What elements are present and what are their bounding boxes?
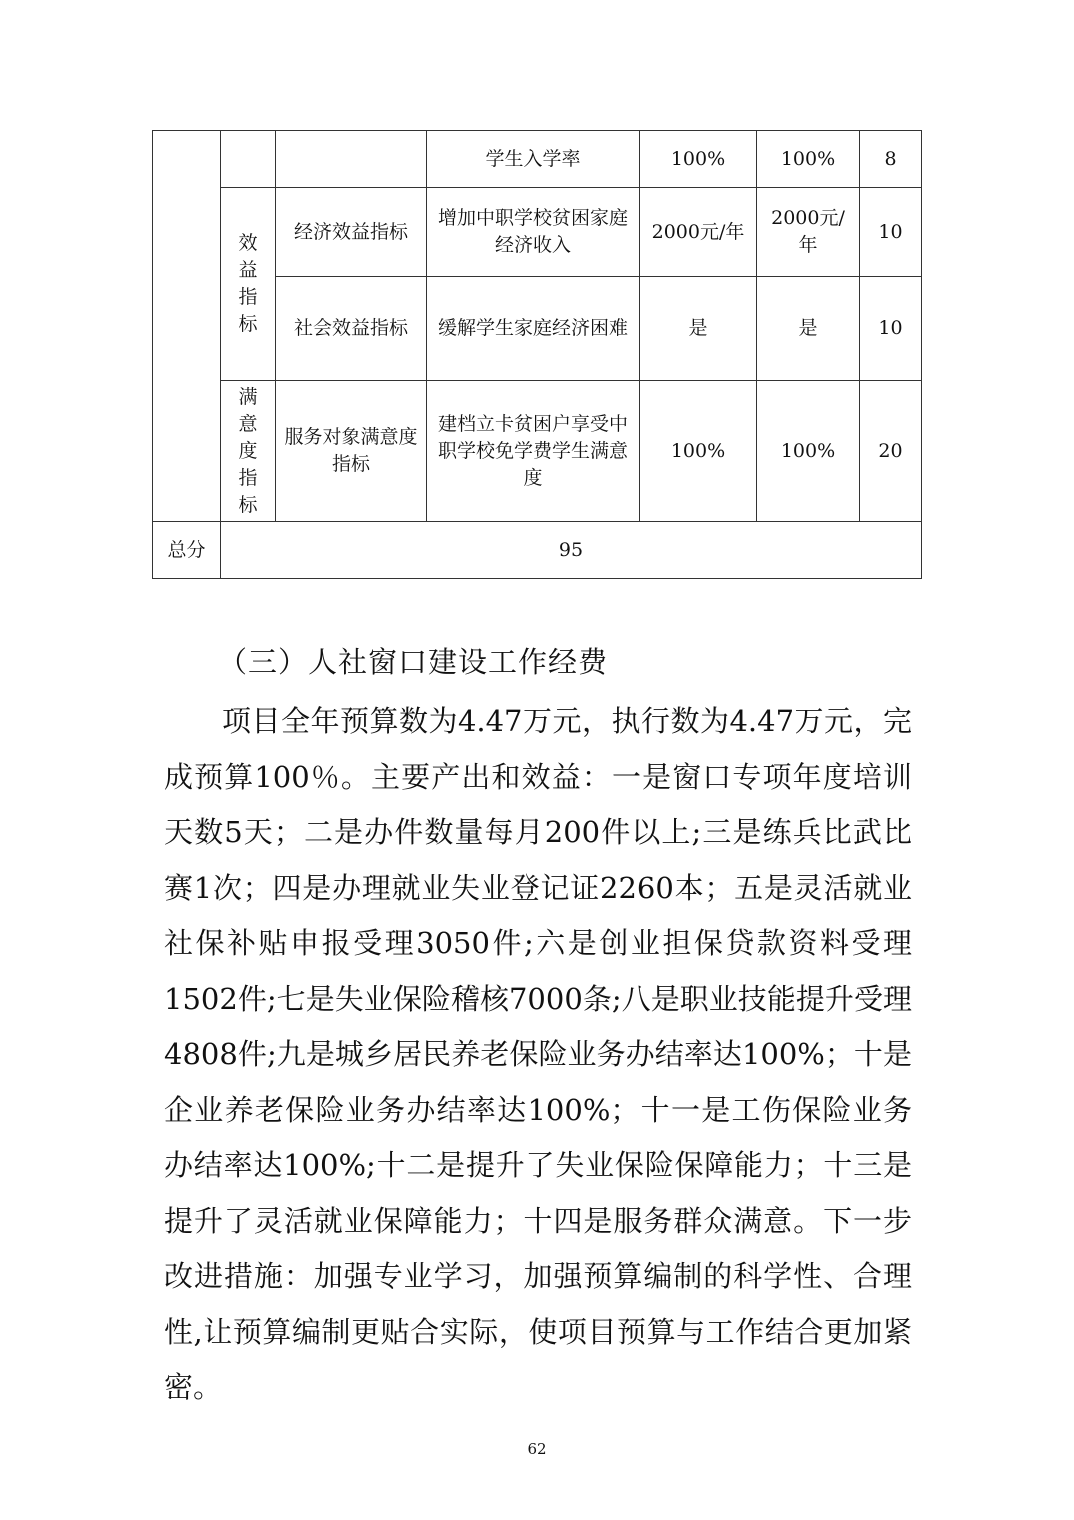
sub-category-cell: 服务对象满意度指标: [276, 381, 427, 522]
sub-category-cell: 经济效益指标: [276, 188, 427, 277]
performance-table: [152, 130, 922, 579]
score-cell: 8: [860, 131, 922, 188]
table-row: [153, 381, 922, 522]
score-cell: 10: [860, 188, 922, 277]
target-cell: 100%: [640, 131, 757, 188]
table-row: [153, 131, 922, 188]
indicator-cell: 缓解学生家庭经济困难: [427, 277, 640, 381]
indicator-cell: 学生入学率: [427, 131, 640, 188]
table-row: [153, 522, 922, 579]
body-paragraph: 项目全年预算数为4.47万元，执行数为4.47万元，完成预算100％。主要产出和效益：一是窗口专项年度培训天数5天；二是办件数量每月200件以上;三是练兵比武比赛1次；四是办理就业失业登记证2260本；五是灵活就业社保补贴申报受理3050件;六是创业担保贷款资料受理1502件;七是失业保险稽核7000条;八是职业技能提升受理4808件;九是城乡居民养老保险业务办结率达100%；十是企业养老保险业务办结率达100%；十一是工伤保险业务办结率达100%;十二是提升了失业保险保障能力；十三是提升了灵活就业保障能力；十四是服务群众满意。下一步改进措施：加强专业学习，加强预算编制的科学性、合理性,让预算编制更贴合实际，使项目预算与工作结合更加紧密。: [164, 704, 912, 1404]
score-cell: 20: [860, 381, 922, 522]
table-cell: [221, 131, 276, 188]
sub-category-cell: 社会效益指标: [276, 277, 427, 381]
actual-cell: 2000元/年: [757, 188, 860, 277]
section-title: （三）人社窗口建设工作经费: [218, 645, 609, 679]
actual-cell: 是: [757, 277, 860, 381]
total-value-cell: 95: [221, 522, 922, 579]
category-cell: 效益指标: [221, 188, 276, 381]
category-cell: 满意度指标: [221, 381, 276, 522]
indicator-cell: 建档立卡贫困户享受中职学校免学费学生满意度: [427, 381, 640, 522]
table-cell: [153, 131, 221, 522]
page-number: 62: [527, 1440, 547, 1458]
target-cell: 是: [640, 277, 757, 381]
table-cell: [276, 131, 427, 188]
actual-cell: 100%: [757, 381, 860, 522]
target-cell: 2000元/年: [640, 188, 757, 277]
total-label-cell: 总分: [153, 522, 221, 579]
actual-cell: 100%: [757, 131, 860, 188]
table-row: [153, 188, 922, 277]
indicator-cell: 增加中职学校贫困家庭经济收入: [427, 188, 640, 277]
score-cell: 10: [860, 277, 922, 381]
target-cell: 100%: [640, 381, 757, 522]
